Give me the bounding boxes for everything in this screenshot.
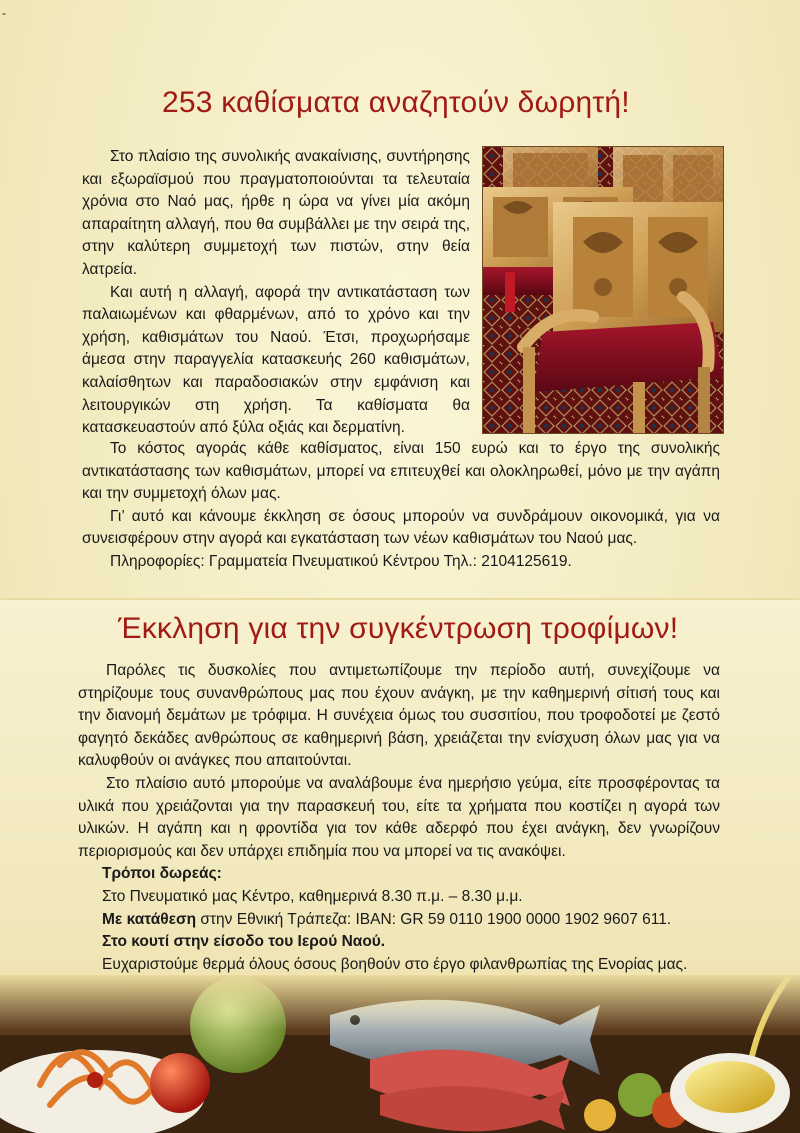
chairs-intro-text — [82, 146, 470, 440]
donation-method-bank — [78, 909, 720, 932]
food-drive-headline: Έκκληση για την συγκέντρωση τροφίμων! — [118, 612, 679, 645]
thanks-text: Ευχαριστούμε θερμά όλους όσους βοηθούν στο έργο φιλανθρωπίας της Ενορίας μας. — [102, 955, 688, 973]
chairs-headline: 253 καθίσματα αναζητούν δωρητή! — [162, 86, 630, 119]
paragraph: Γι’ αυτό και κάνουμε έκκληση σε όσους μπορούν να συνδράμουν οικονομικά, για να συνεισφέρουν στην αγορά και εγκατάσταση των νέων καθισμάτων του Ναού μας. — [82, 507, 720, 548]
paragraph: Στο πλαίσιο αυτό μπορούμε να αναλάβουμε ένα ημερήσιο γεύμα, είτε προσφέροντας τα υλικά που χρειάζονται για την παρασκευή του, είτε τα χρήματα που κοστίζει η αγορά των υλικών. Η αγάπη και η φροντίδα για τον κάθε αδερφό που έχει ανάγκη, δεν γνωρίζουν περιορισμούς και δεν υπάρχει επιδημία που να μπορεί να τις ανακόψει. — [78, 774, 720, 860]
food-drive-text — [78, 660, 720, 976]
donation-method-center: Στο Πνευματικό μας Κέντρο, καθημερινά 8.30 π.μ. – 8.30 μ.μ. — [102, 887, 523, 905]
paragraph: Το κόστος αγοράς κάθε καθίσματος, είναι 150 ευρώ και το έργο της συνολικής αντικατάστασης των καθισμάτων, μπορεί να επιτευχθεί και ολοκληρωθεί, μόνο με την αγάπη και την συμμετοχή όλων μας. — [82, 440, 720, 503]
chairs-details-text — [82, 438, 720, 574]
donation-methods-title: Τρόποι δωρεάς: — [102, 865, 222, 883]
corner-mark: - — [2, 6, 6, 20]
donation-method-box: Στο κουτί στην είσοδο του Ιερού Ναού. — [102, 933, 386, 951]
paragraph: Παρόλες τις δυσκολίες που αντιμετωπίζουμε την περίοδο αυτή, συνεχίζουμε να στηρίζουμε τους συνανθρώπους μας που έχουν ανάγκη, με την καθημερινή σίτισή τους και την διανομή δεμάτων με τρόφιμα. Η συνέχεια όμως του συσσιτίου, που τροφοδοτεί με ζεστό φαγητό δεκάδες ανθρώπους σε καθημερινή βάση, χρειάζεται την ενίσχυση όλων μας για να καλυφθούν οι ανάγκες που απαιτούνται. — [78, 662, 720, 770]
contact-info: Πληροφορίες: Γραμματεία Πνευματικού Κέντρου Τηλ.: 2104125619. — [110, 552, 572, 570]
bank-details: στην Εθνική Τράπεζα: IBAN: GR 59 0110 1900 0000 1902 9607 611. — [196, 910, 672, 928]
food-illustration — [0, 975, 800, 1133]
donation-methods — [78, 863, 720, 976]
paragraph: Και αυτή η αλλαγή, αφορά την αντικατάσταση των παλαιωμένων και φθαρμένων, από το χρόνο και την χρήση, καθισμάτων του Ναού. Έτσι, προχωρήσαμε άμεσα στην παραγγελία κατασκευής 260 καθισμάτων, καλαίσθητων και παραδοσιακών στην εμφάνιση και λειτουργικών στη χρήση. Τα καθίσματα θα κατασκευαστούν από ξύλα οξιάς και δερματίνη. — [82, 283, 470, 437]
church-chairs-photo — [482, 146, 724, 434]
bank-label: Με κατάθεση — [102, 910, 197, 928]
paragraph: Στο πλαίσιο της συνολικής ανακαίνισης, συντήρησης και εξωραϊσμού που πραγματοποιούνται τα τελευταία χρόνια στο Ναό μας, ήρθε η ώρα να γίνει μία ακόμη απαραίτητη αλλαγή, που θα συμβάλλει με την σειρά της, στην καλύτερη συμμετοχή των πιστών, στην θεία λατρεία. — [82, 148, 470, 278]
